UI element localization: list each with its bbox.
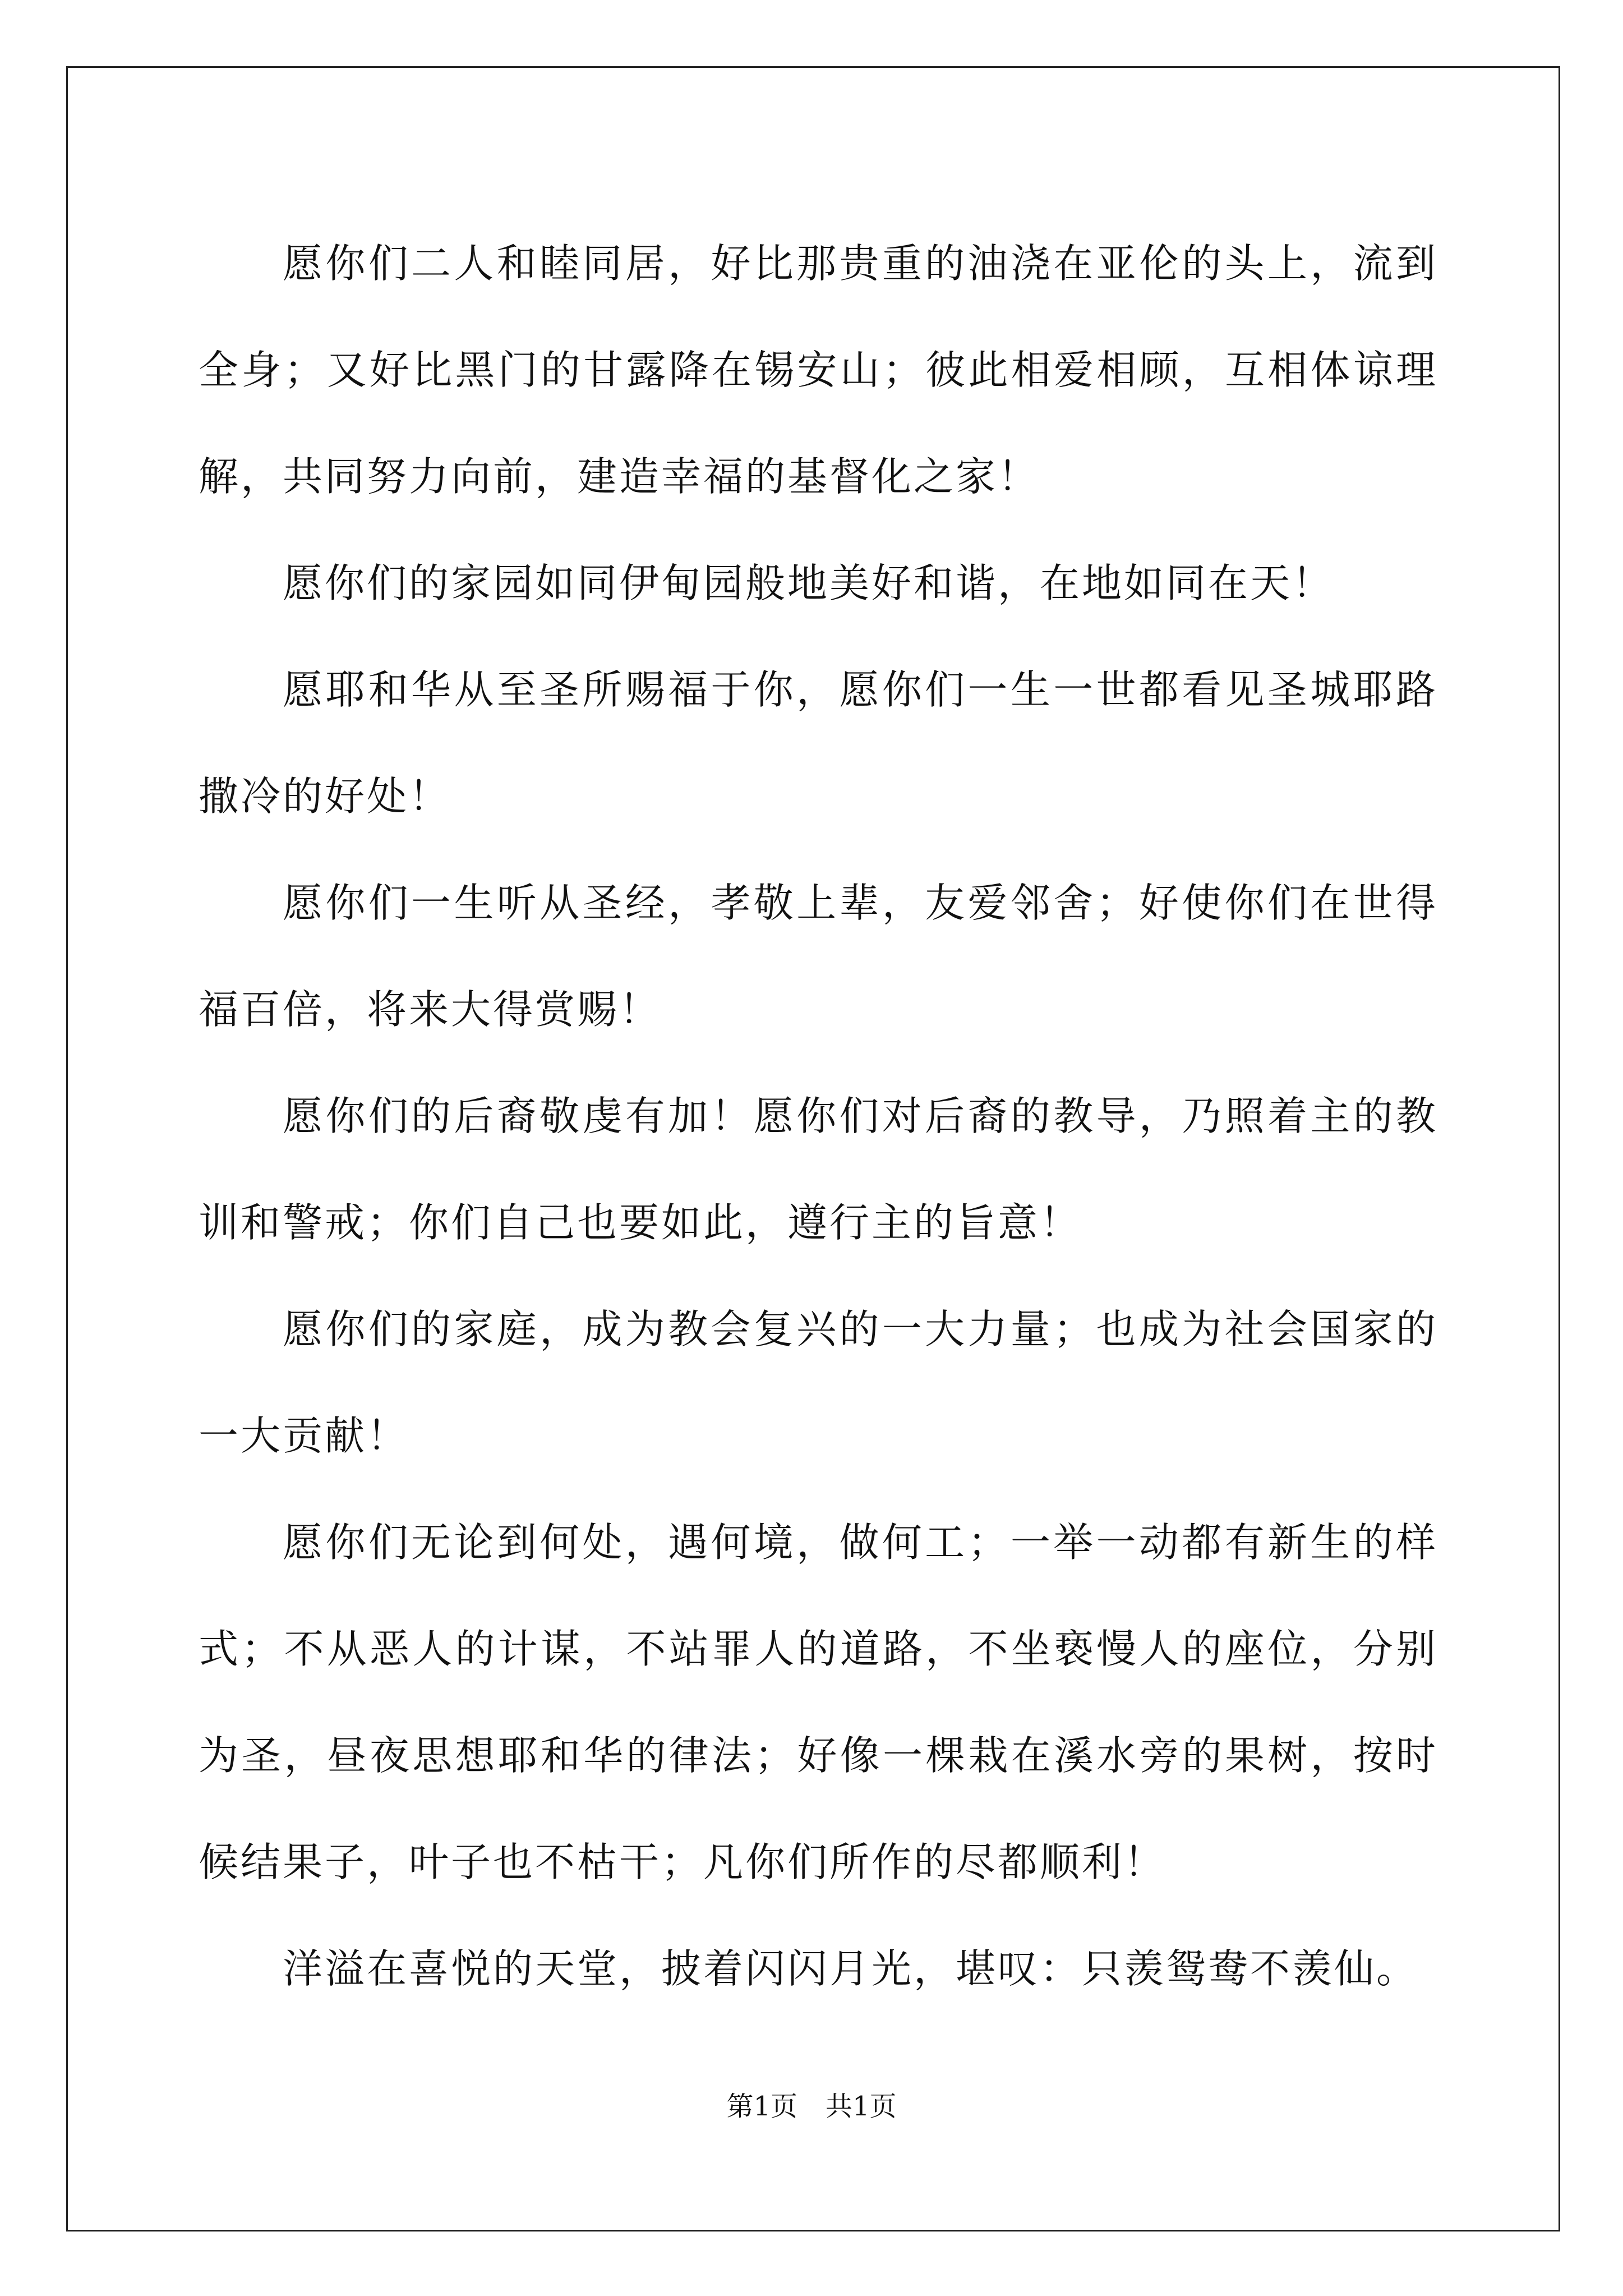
document-body bbox=[199, 210, 1438, 2022]
page-footer bbox=[0, 2090, 1623, 2123]
page-total: 共1页 bbox=[826, 2091, 897, 2122]
paragraph-6: 愿你们的家庭，成为教会复兴的一大力量；也成为社会国家的一大贡献！ bbox=[199, 1306, 1438, 1459]
paragraph-1: 愿你们二人和睦同居，好比那贵重的油浇在亚伦的头上，流到全身；又好比黑门的甘露降在锡安山；彼此相爱相顾，互相体谅理解，共同努力向前，建造幸福的基督化之家！ bbox=[199, 240, 1438, 500]
page-number: 第1页 bbox=[726, 2091, 797, 2122]
paragraph-5: 愿你们的后裔敬虔有加！愿你们对后裔的教导，乃照着主的教训和警戒；你们自己也要如此，遵行主的旨意！ bbox=[199, 1093, 1438, 1246]
paragraph-7: 愿你们无论到何处，遇何境，做何工；一举一动都有新生的样式；不从恶人的计谋，不站罪人的道路，不坐亵慢人的座位，分别为圣，昼夜思想耶和华的律法；好像一棵栽在溪水旁的果树，按时候结果子，叶子也不枯干；凡你们所作的尽都顺利！ bbox=[199, 1519, 1438, 1885]
paragraph-2: 愿你们的家园如同伊甸园般地美好和谐，在地如同在天！ bbox=[283, 560, 1335, 606]
paragraph-8: 洋溢在喜悦的天堂，披着闪闪月光，堪叹：只羡鸳鸯不羡仙。 bbox=[283, 1945, 1419, 1992]
paragraph-4: 愿你们一生听从圣经，孝敬上辈，友爱邻舍；好使你们在世得福百倍，将来大得赏赐！ bbox=[199, 880, 1438, 1033]
paragraph-3: 愿耶和华从至圣所赐福于你，愿你们一生一世都看见圣城耶路撒冷的好处！ bbox=[199, 666, 1438, 820]
